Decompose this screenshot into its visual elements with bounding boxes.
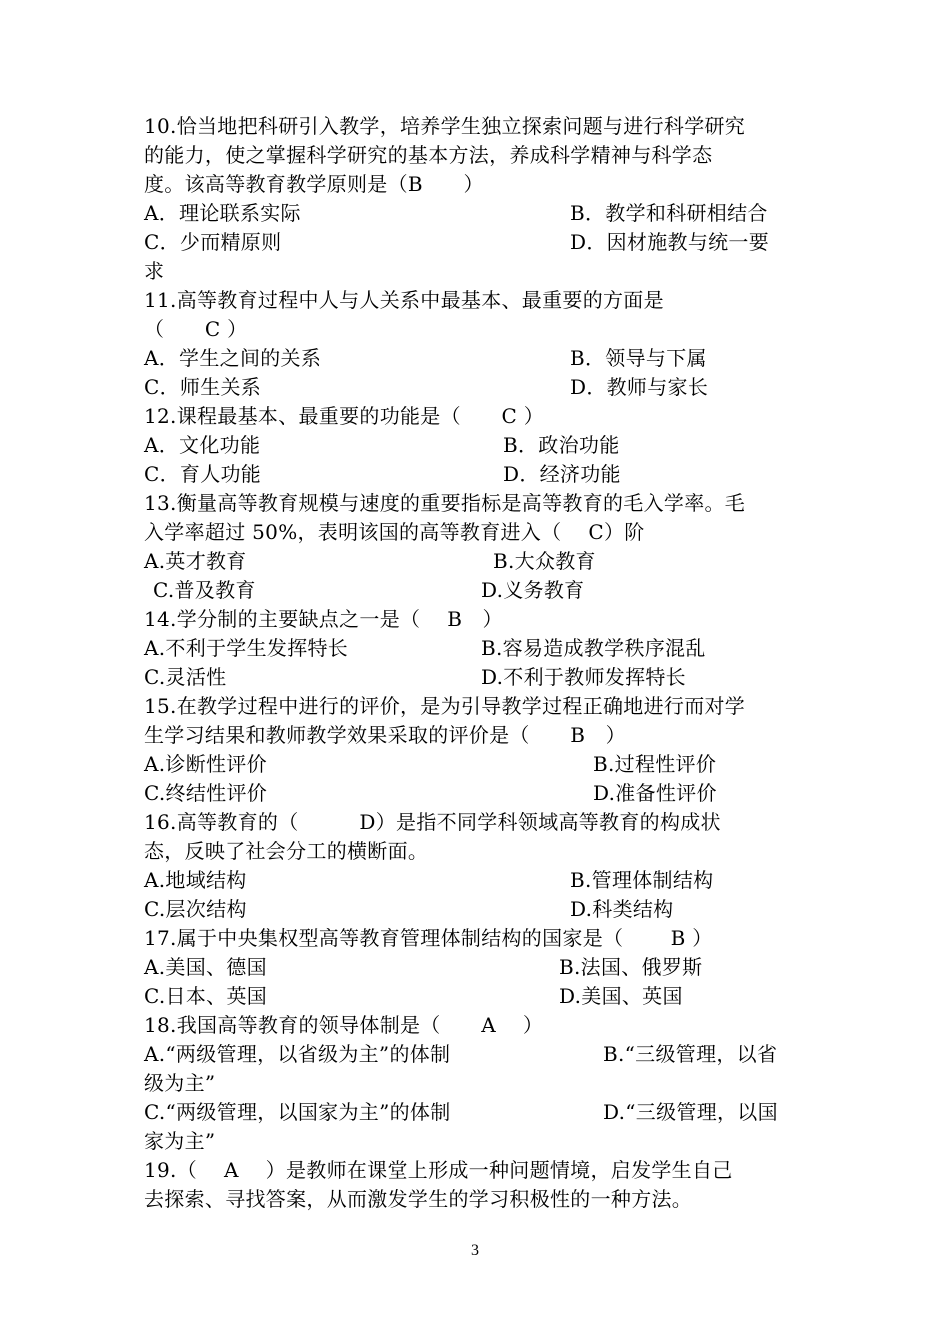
question-18-option-d-cont: 家为主” — [144, 1129, 216, 1153]
question-10-option-d-cont: 求 — [144, 259, 165, 283]
question-15-option-a: A.诊断性评价 — [144, 752, 267, 776]
question-14-option-c: C.灵活性 — [144, 665, 227, 689]
question-10-option-d: D．因材施教与统一要 — [570, 230, 770, 254]
question-19-stem-line: 去探索、寻找答案，从而激发学生的学习积极性的一种方法。 — [144, 1187, 693, 1211]
question-17-option-a: A.美国、德国 — [144, 955, 267, 979]
question-13-option-c: C.普及教育 — [153, 578, 256, 602]
question-10-option-a: A．理论联系实际 — [144, 201, 301, 225]
question-16-stem-line: 态，反映了社会分工的横断面。 — [144, 839, 429, 863]
question-17-option-c: C.日本、英国 — [144, 984, 268, 1008]
question-16-stem-line: 16.高等教育的（ D）是指不同学科领域高等教育的构成状 — [144, 810, 721, 834]
question-12-option-b: B．政治功能 — [503, 433, 620, 457]
question-13-stem-line: 13.衡量高等教育规模与速度的重要指标是高等教育的毛入学率。毛 — [144, 491, 746, 515]
question-10-stem-line: 的能力，使之掌握科学研究的基本方法，养成科学精神与科学态 — [144, 143, 713, 167]
page-number: 3 — [471, 1242, 479, 1259]
question-18-option-c: C.“两级管理，以国家为主”的体制 — [144, 1100, 451, 1124]
question-12-option-c: C．育人功能 — [144, 462, 262, 486]
question-19-stem-line: 19.（ A ）是教师在课堂上形成一种问题情境，启发学生自己 — [144, 1158, 733, 1182]
question-10-stem-line: 10.恰当地把科研引入教学，培养学生独立探索问题与进行科学研究 — [144, 114, 746, 138]
question-14-option-b: B.容易造成教学秩序混乱 — [481, 636, 706, 660]
question-11-option-b: B．领导与下属 — [570, 346, 707, 370]
question-11-option-c: C．师生关系 — [144, 375, 262, 399]
question-13-option-a: A.英才教育 — [144, 549, 247, 573]
question-18-option-b: B.“三级管理，以省 — [603, 1042, 778, 1066]
question-12-option-d: D．经济功能 — [503, 462, 621, 486]
question-12-option-a: A．文化功能 — [144, 433, 261, 457]
question-10-option-c: C．少而精原则 — [144, 230, 282, 254]
question-13-option-d: D.义务教育 — [481, 578, 585, 602]
question-13-stem-line: 入学率超过 50%，表明该国的高等教育进入（ C）阶 — [144, 520, 645, 544]
question-16-option-b: B.管理体制结构 — [570, 868, 714, 892]
question-13-option-b: B.大众教育 — [493, 549, 596, 573]
question-18-option-d: D.“三级管理，以国 — [603, 1100, 778, 1124]
question-16-option-c: C.层次结构 — [144, 897, 247, 921]
question-18-stem-line: 18.我国高等教育的领导体制是（ A ） — [144, 1013, 544, 1037]
question-18-option-a: A.“两级管理，以省级为主”的体制 — [144, 1042, 451, 1066]
question-18-option-b-cont: 级为主” — [144, 1071, 216, 1095]
question-14-option-d: D.不利于教师发挥特长 — [481, 665, 686, 689]
question-15-option-c: C.终结性评价 — [144, 781, 268, 805]
question-11-stem-line: 11.高等教育过程中人与人关系中最基本、最重要的方面是 — [144, 288, 664, 312]
question-11-option-a: A．学生之间的关系 — [144, 346, 322, 370]
question-14-option-a: A.不利于学生发挥特长 — [144, 636, 349, 660]
question-15-stem-line: 生学习结果和教师教学效果采取的评价是（ B ） — [144, 723, 626, 747]
question-14-stem-line: 14.学分制的主要缺点之一是（ B ） — [144, 607, 503, 631]
question-17-stem-line: 17.属于中央集权型高等教育管理体制结构的国家是（ B ） — [144, 926, 713, 950]
question-10-stem-line: 度。该高等教育教学原则是（B ） — [144, 172, 484, 196]
question-15-stem-line: 15.在教学过程中进行的评价，是为引导教学过程正确地进行而对学 — [144, 694, 746, 718]
question-10-option-b: B．教学和科研相结合 — [570, 201, 768, 225]
question-16-option-a: A.地域结构 — [144, 868, 247, 892]
question-11-stem-line: （ C ） — [144, 317, 248, 341]
question-11-option-d: D．教师与家长 — [570, 375, 709, 399]
question-16-option-d: D.科类结构 — [570, 897, 674, 921]
question-17-option-d: D.美国、英国 — [559, 984, 683, 1008]
question-15-option-b: B.过程性评价 — [593, 752, 717, 776]
question-12-stem-line: 12.课程最基本、最重要的功能是（ C ） — [144, 404, 545, 428]
question-17-option-b: B.法国、俄罗斯 — [559, 955, 703, 979]
question-15-option-d: D.准备性评价 — [593, 781, 717, 805]
